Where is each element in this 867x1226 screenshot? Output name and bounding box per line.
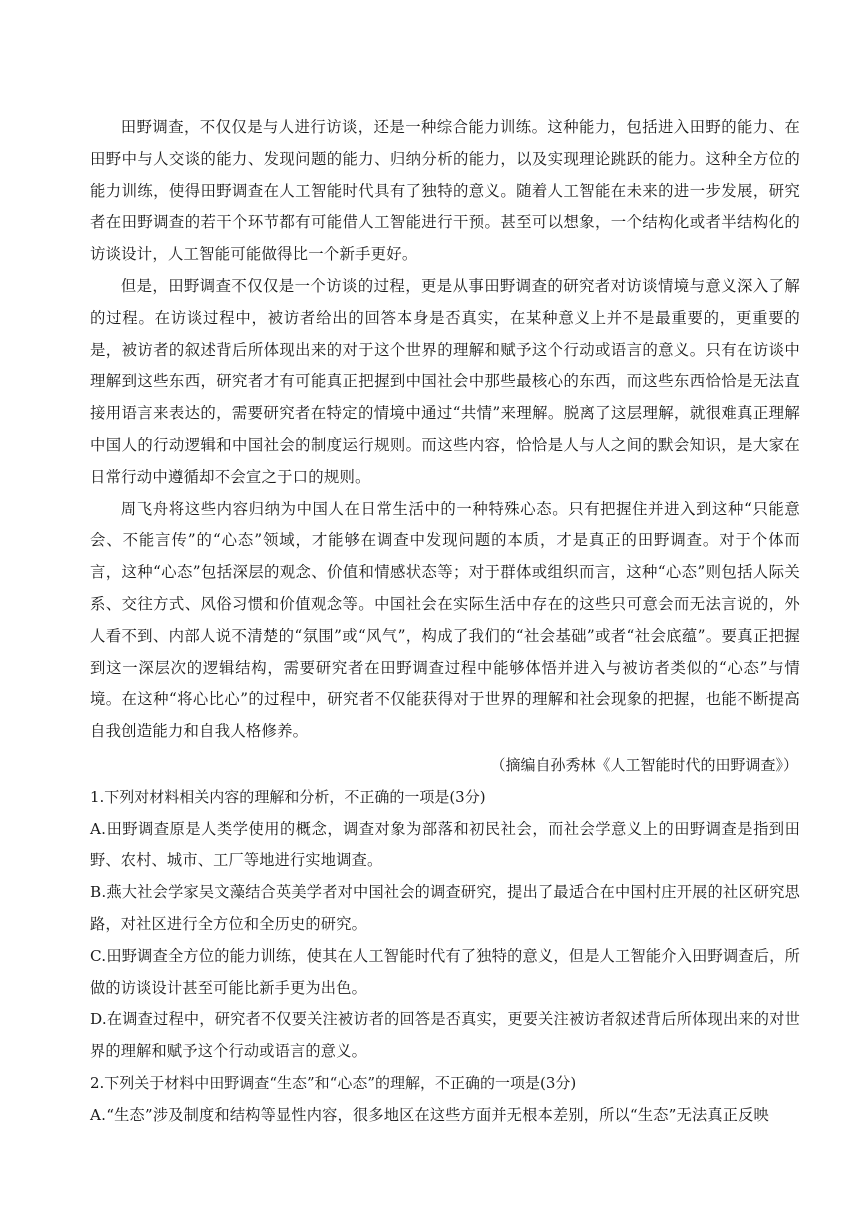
question-2 [90, 1068, 800, 1132]
question-1-option-c: C.田野调查全方位的能力训练，使其在人工智能时代有了独特的意义，但是人工智能介入田野调查后，所做的访谈设计甚至可能比新手更为出色。 [90, 946, 800, 997]
article-paragraph-3: 周飞舟将这些内容归纳为中国人在日常生活中的一种特殊心态。只有把握住并进入到这种“只能意会、不能言传”的“心态”领域，才能够在调查中发现问题的本质，才是真正的田野调查。对于个体而言，这种“心态”包括深层的观念、价值和情感状态等；对于群体或组织而言，这种“心态”则包括人际关系、交往方式、风俗习惯和价值观念等。中国社会在实际生活中存在的这些只可意会而无法言说的，外人看不到、内部人说不清楚的“氛围”或“风气”，构成了我们的“社会基础”或者“社会底蕴”。要真正把握到这一深层次的逻辑结构，需要研究者在田野调查过程中能够体悟并进入与被访者类似的“心态”与情境。在这种“将心比心”的过程中，研究者不仅能获得对于世界的理解和社会现象的把握，也能不断提高自我创造能力和自我人格修养。 [90, 499, 800, 741]
article-section [90, 112, 800, 782]
question-1-stem: 1.下列对材料相关内容的理解和分析，不正确的一项是(3分) [90, 787, 486, 806]
question-1 [90, 782, 800, 1068]
question-2-option-a: A.“生态”涉及制度和结构等显性内容，很多地区在这些方面并无根本差别，所以“生态”无法真正反映 [90, 1105, 769, 1124]
question-1-option-b: B.燕大社会学家吴文藻结合英美学者对中国社会的调查研究，提出了最适合在中国村庄开展的社区研究思路，对社区进行全方位和全历史的研究。 [90, 883, 800, 933]
article-source: （摘编自孙秀林《人工智能时代的田野调查》） [490, 755, 798, 774]
question-1-option-a: A.田野调查原是人类学使用的概念，调查对象为部落和初民社会，而社会学意义上的田野调查是指到田野、农村、城市、工厂等地进行实地调查。 [90, 819, 800, 870]
article-paragraph-2: 但是，田野调查不仅仅是一个访谈的过程，更是从事田野调查的研究者对访谈情境与意义深入了解的过程。在访谈过程中，被访者给出的回答本身是否真实，在某种意义上并不是最重要的，更重要的是，被访者的叙述背后所体现出来的对于这个世界的理解和赋予这个行动或语言的意义。只有在访谈中理解到这些东西，研究者才有可能真正把握到中国社会中那些最核心的东西，而这些东西恰恰是无法直接用语言来表达的，需要研究者在特定的情境中通过“共情”来理解。脱离了这层理解，就很难真正理解中国人的行动逻辑和中国社会的制度运行规则。而这些内容，恰恰是人与人之间的默会知识，是大家在日常行动中遵循却不会宣之于口的规则。 [90, 276, 800, 486]
exam-page [90, 112, 800, 1132]
question-1-option-d: D.在调查过程中，研究者不仅要关注被访者的回答是否真实，更要关注被访者叙述背后所体现出来的对世界的理解和赋予这个行动或语言的意义。 [90, 1010, 800, 1061]
article-paragraph-1: 田野调查，不仅仅是与人进行访谈，还是一种综合能力训练。这种能力，包括进入田野的能力、在田野中与人交谈的能力、发现问题的能力、归纳分析的能力，以及实现理论跳跃的能力。这种全方位的能力训练，使得田野调查在人工智能时代具有了独特的意义。随着人工智能在未来的进一步发展，研究者在田野调查的若干个环节都有可能借人工智能进行干预。甚至可以想象，一个结构化或者半结构化的访谈设计，人工智能可能做得比一个新手更好。 [90, 118, 800, 264]
question-2-stem: 2.下列关于材料中田野调查“生态”和“心态”的理解，不正确的一项是(3分) [90, 1073, 577, 1092]
